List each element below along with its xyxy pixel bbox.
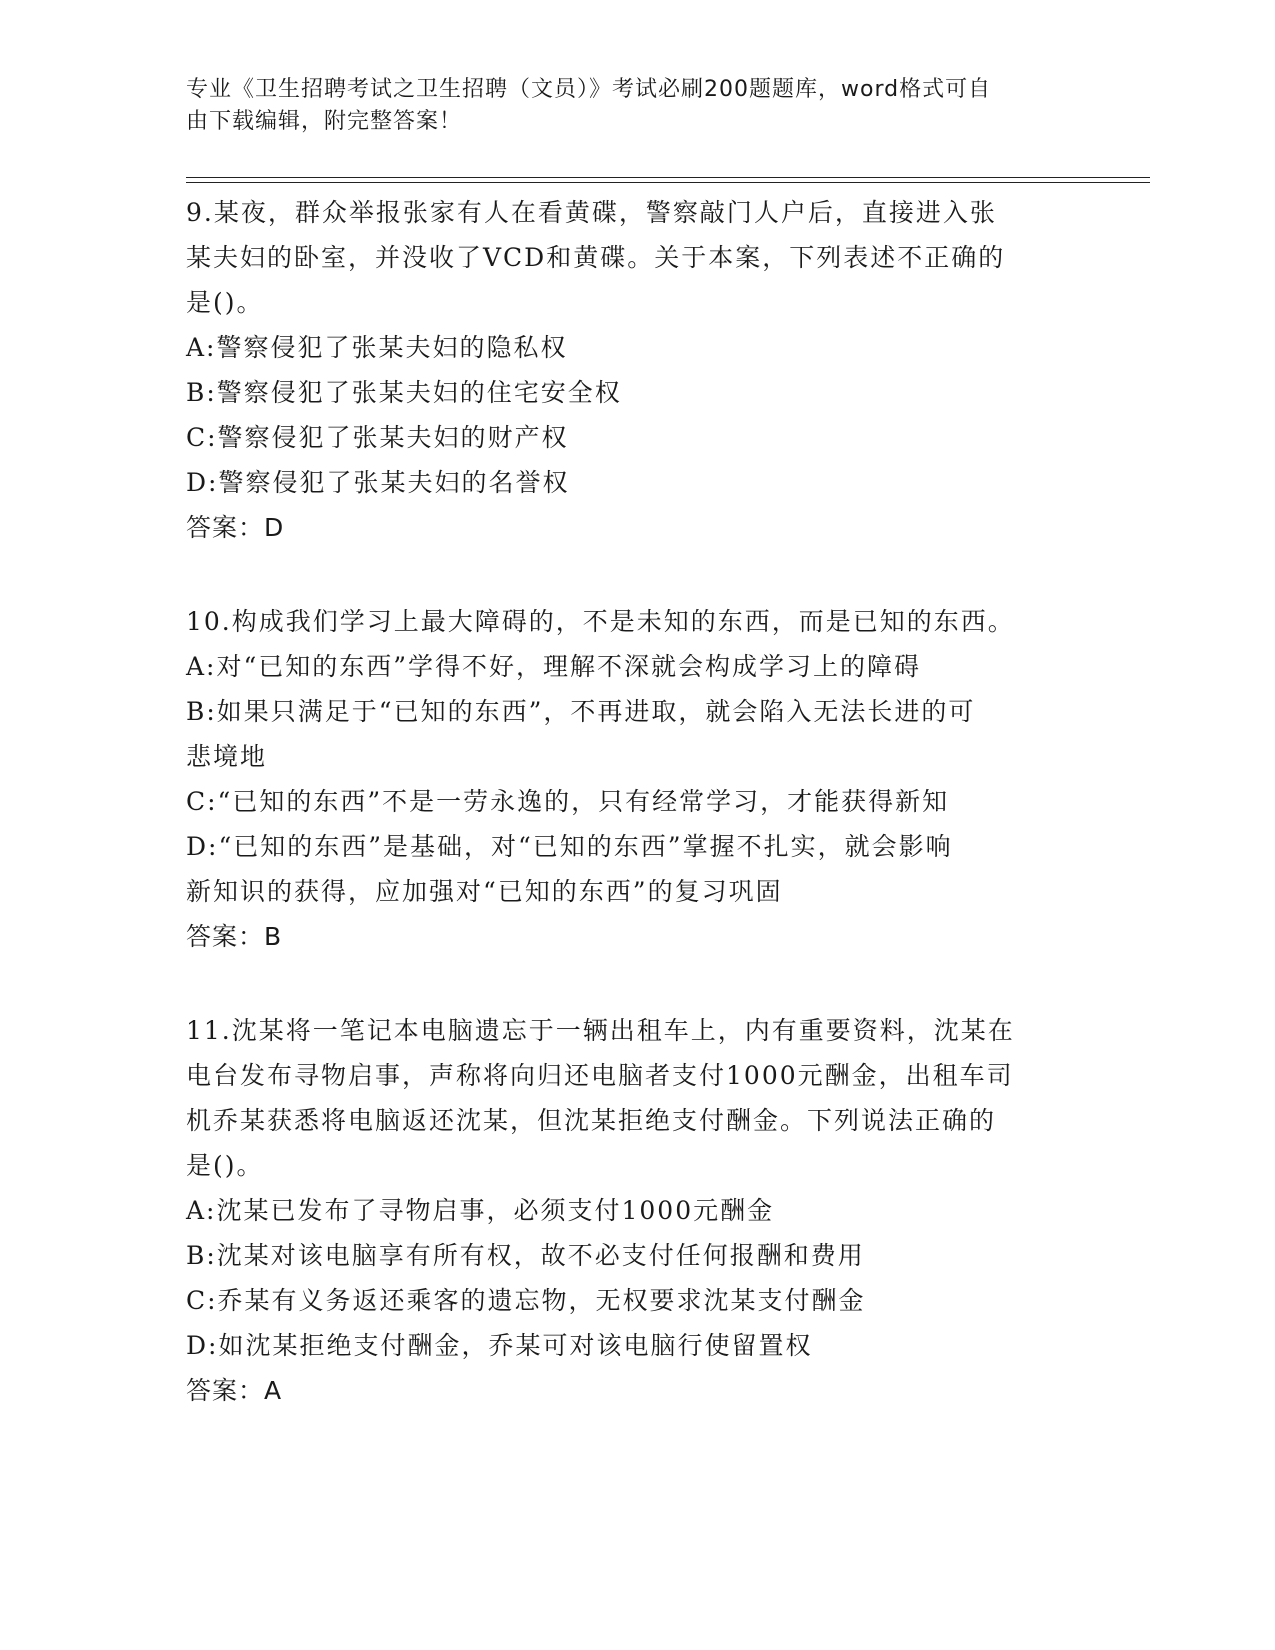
option-c: C:乔某有义务返还乘客的遗忘物，无权要求沈某支付酬金 xyxy=(186,1286,866,1315)
question-stem-line: 是()。 xyxy=(186,288,264,317)
option-b: B:沈某对该电脑享有所有权，故不必支付任何报酬和费用 xyxy=(186,1241,865,1270)
option-a: A:沈某已发布了寻物启事，必须支付1000元酬金 xyxy=(186,1196,775,1225)
question-11 xyxy=(186,1008,1086,1413)
answer-label: 答案：B xyxy=(186,922,283,951)
header-divider xyxy=(186,182,1150,183)
question-stem-line: 电台发布寻物启事，声称将向归还电脑者支付1000元酬金，出租车司 xyxy=(186,1061,1014,1090)
header-line: 专业《卫生招聘考试之卫生招聘（文员）》考试必刷200题题库，word格式可自 xyxy=(186,77,992,102)
option-c: C:警察侵犯了张某夫妇的财产权 xyxy=(186,423,569,452)
question-stem-line: 9.某夜，群众举报张家有人在看黄碟，警察敲门人户后，直接进入张 xyxy=(186,198,997,227)
question-stem-line: 是()。 xyxy=(186,1151,264,1180)
question-9 xyxy=(186,190,1086,550)
option-d-continued: 新知识的获得，应加强对“已知的东西”的复习巩固 xyxy=(186,877,783,906)
option-a: A:警察侵犯了张某夫妇的隐私权 xyxy=(186,333,568,362)
option-d: D:“已知的东西”是基础，对“已知的东西”掌握不扎实，就会影响 xyxy=(186,832,953,861)
option-b: B:如果只满足于“已知的东西”，不再进取，就会陷入无法长进的可 xyxy=(186,697,976,726)
option-a: A:对“已知的东西”学得不好，理解不深就会构成学习上的障碍 xyxy=(186,652,922,681)
question-10 xyxy=(186,599,1086,959)
option-c: C:“已知的东西”不是一劳永逸的，只有经常学习，才能获得新知 xyxy=(186,787,950,816)
document-header xyxy=(186,74,1066,138)
answer-label: 答案：A xyxy=(186,1376,283,1405)
option-b: B:警察侵犯了张某夫妇的住宅安全权 xyxy=(186,378,622,407)
question-stem-line: 10.构成我们学习上最大障碍的，不是未知的东西，而是已知的东西。 xyxy=(186,607,1015,636)
option-b-continued: 悲境地 xyxy=(186,742,268,771)
header-divider xyxy=(186,177,1150,178)
question-stem-line: 11.沈某将一笔记本电脑遗忘于一辆出租车上，内有重要资料，沈某在 xyxy=(186,1016,1015,1045)
option-d: D:警察侵犯了张某夫妇的名誉权 xyxy=(186,468,570,497)
answer-label: 答案：D xyxy=(186,513,285,542)
header-line: 由下载编辑，附完整答案！ xyxy=(186,109,463,134)
question-stem-line: 机乔某获悉将电脑返还沈某，但沈某拒绝支付酬金。下列说法正确的 xyxy=(186,1106,997,1135)
question-stem-line: 某夫妇的卧室，并没收了VCD和黄碟。关于本案，下列表述不正确的 xyxy=(186,243,1006,272)
option-d: D:如沈某拒绝支付酬金，乔某可对该电脑行使留置权 xyxy=(186,1331,813,1360)
